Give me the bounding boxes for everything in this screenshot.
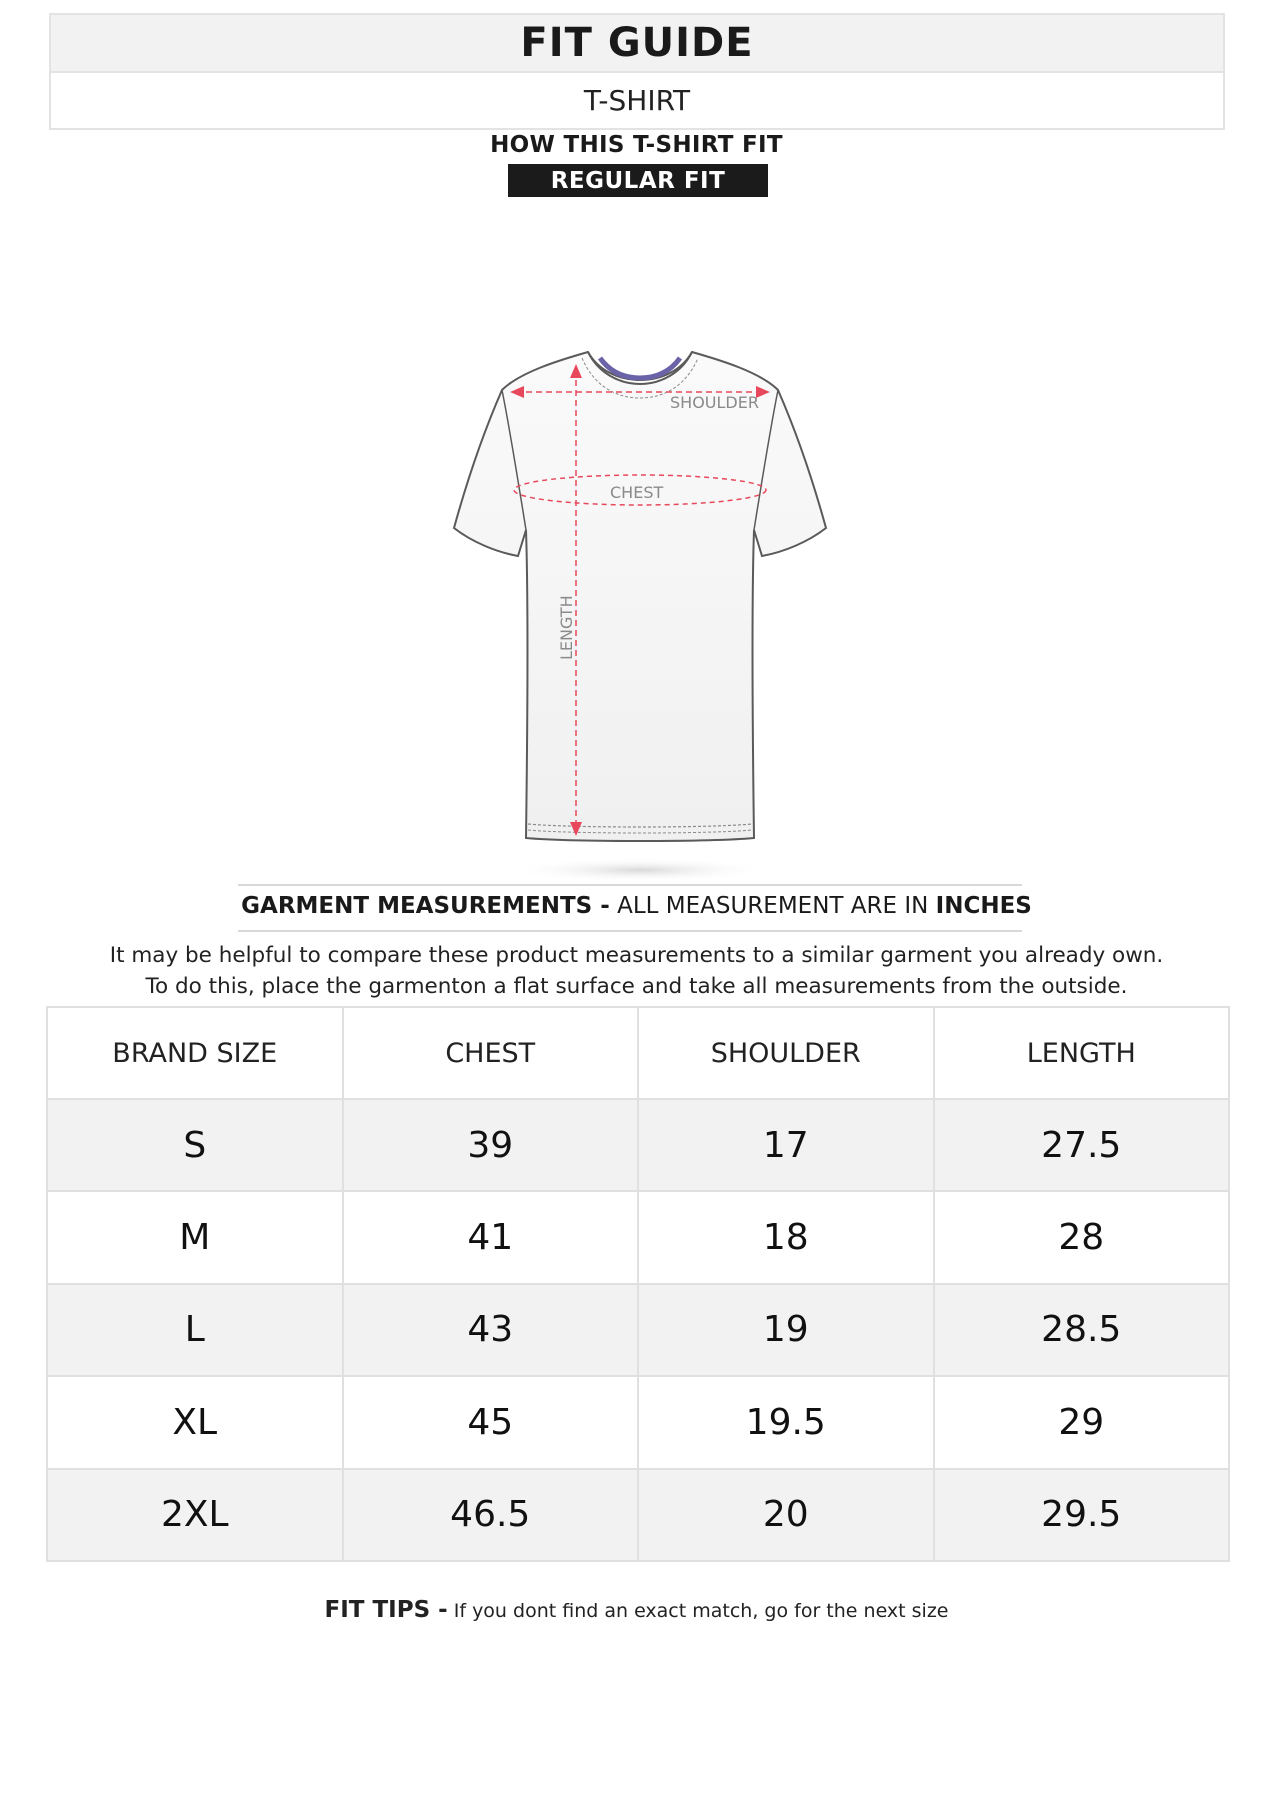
fit-badge: REGULAR FIT <box>508 164 768 197</box>
table-row <box>47 1191 1229 1283</box>
chest-cell: 46.5 <box>343 1469 639 1561</box>
fit-label: HOW THIS T-SHIRT FIT <box>490 132 783 158</box>
length-cell: 29.5 <box>934 1469 1230 1561</box>
size-cell: M <box>47 1191 343 1283</box>
size-cell: 2XL <box>47 1469 343 1561</box>
shoulder-cell: 17 <box>638 1099 934 1191</box>
fit-guide-header <box>49 13 1225 130</box>
size-cell: XL <box>47 1376 343 1468</box>
table-row <box>47 1469 1229 1561</box>
chest-cell: 45 <box>343 1376 639 1468</box>
length-cell: 28.5 <box>934 1284 1230 1376</box>
length-cell: 28 <box>934 1191 1230 1283</box>
measurements-heading <box>0 893 1273 919</box>
table-header-row <box>47 1007 1229 1099</box>
chest-cell: 41 <box>343 1191 639 1283</box>
divider <box>238 930 1022 932</box>
fit-tips <box>0 1597 1273 1623</box>
measurements-note <box>0 940 1273 1002</box>
column-header-chest: CHEST <box>343 1007 639 1099</box>
shirt-shadow <box>510 858 770 882</box>
measurements-heading-bold: GARMENT MEASUREMENTS - <box>241 893 610 919</box>
table-row <box>47 1284 1229 1376</box>
column-header-shoulder: SHOULDER <box>638 1007 934 1099</box>
shoulder-label: SHOULDER <box>670 393 759 412</box>
shirt-body <box>454 352 826 841</box>
length-cell: 27.5 <box>934 1099 1230 1191</box>
fit-tips-label: FIT TIPS - <box>324 1597 448 1623</box>
length-label: LENGTH <box>557 595 576 660</box>
divider <box>238 884 1022 886</box>
measurements-heading-text: ALL MEASUREMENT ARE IN <box>617 893 929 919</box>
size-cell: L <box>47 1284 343 1376</box>
note-line-1: It may be helpful to compare these product measurements to a similar garment you already own. <box>109 943 1164 968</box>
fit-tips-text: If you dont find an exact match, go for the next size <box>453 1600 949 1622</box>
shoulder-cell: 20 <box>638 1469 934 1561</box>
chest-cell: 39 <box>343 1099 639 1191</box>
chest-label: CHEST <box>610 483 664 502</box>
shoulder-cell: 18 <box>638 1191 934 1283</box>
chest-cell: 43 <box>343 1284 639 1376</box>
shoulder-cell: 19.5 <box>638 1376 934 1468</box>
note-line-2: To do this, place the garmenton a flat surface and take all measurements from the outside. <box>145 974 1128 999</box>
column-header-brand-size: BRAND SIZE <box>47 1007 343 1099</box>
t-shirt-measurement-diagram <box>420 330 860 890</box>
shoulder-cell: 19 <box>638 1284 934 1376</box>
table-row <box>47 1376 1229 1468</box>
size-cell: S <box>47 1099 343 1191</box>
product-type: T-SHIRT <box>583 84 691 117</box>
measurements-unit: INCHES <box>935 893 1032 919</box>
size-chart-table <box>46 1006 1230 1562</box>
page-title: FIT GUIDE <box>51 15 1223 73</box>
table-row <box>47 1099 1229 1191</box>
column-header-length: LENGTH <box>934 1007 1230 1099</box>
length-cell: 29 <box>934 1376 1230 1468</box>
